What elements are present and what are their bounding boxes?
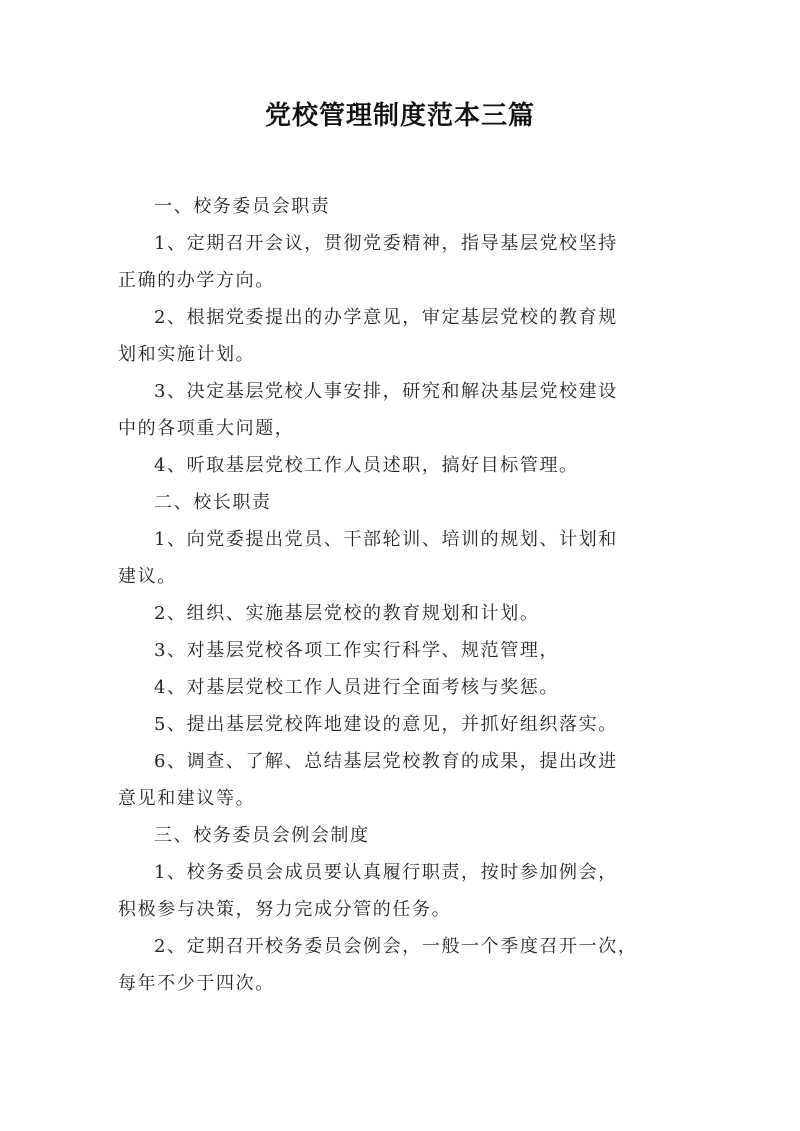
paragraph-line: 2、根据党委提出的办学意见，审定基层党校的教育规	[154, 307, 618, 328]
paragraph	[118, 632, 688, 669]
paragraph-line: 一、校务委员会职责	[154, 196, 331, 217]
paragraph	[118, 928, 688, 1002]
document-title: 党校管理制度范本三篇	[264, 101, 535, 131]
paragraph	[118, 669, 688, 706]
paragraph	[118, 484, 688, 521]
paragraph-line: 每年不少于四次。	[118, 973, 275, 994]
document-body	[118, 188, 688, 1002]
paragraph-line: 划和实施计划。	[118, 344, 256, 365]
paragraph-line: 4、听取基层党校工作人员述职，搞好目标管理。	[154, 455, 579, 476]
paragraph-line: 正确的办学方向。	[118, 270, 275, 291]
paragraph	[118, 225, 688, 299]
paragraph-line: 中的各项重大问题，	[118, 418, 295, 439]
paragraph-line: 3、对基层党校各项工作实行科学、规范管理，	[154, 640, 560, 661]
paragraph-line: 2、定期召开校务委员会例会，一般一个季度召开一次，	[154, 936, 638, 957]
paragraph	[118, 188, 688, 225]
paragraph-line: 二、校长职责	[154, 492, 272, 513]
paragraph	[118, 521, 688, 595]
paragraph-line: 5、提出基层党校阵地建设的意见，并抓好组织落实。	[154, 714, 618, 735]
paragraph-line: 3、决定基层党校人事安排，研究和解决基层党校建设	[154, 381, 618, 402]
paragraph-line: 1、向党委提出党员、干部轮训、培训的规划、计划和	[154, 529, 618, 550]
paragraph-line: 意见和建议等。	[118, 788, 256, 809]
paragraph-line: 建议。	[118, 566, 177, 587]
paragraph-line: 6、调查、了解、总结基层党校教育的成果，提出改进	[154, 751, 618, 772]
paragraph	[118, 373, 688, 447]
paragraph	[118, 743, 688, 817]
paragraph-line: 1、定期召开会议，贯彻党委精神，指导基层党校坚持	[154, 233, 618, 254]
paragraph	[118, 595, 688, 632]
paragraph-line: 4、对基层党校工作人员进行全面考核与奖惩。	[154, 677, 560, 698]
paragraph-line: 1、校务委员会成员要认真履行职责，按时参加例会，	[154, 862, 618, 883]
paragraph	[118, 854, 688, 928]
paragraph-line: 三、校务委员会例会制度	[154, 825, 370, 846]
paragraph-line: 积极参与决策，努力完成分管的任务。	[118, 899, 452, 920]
paragraph-line: 2、组织、实施基层党校的教育规划和计划。	[154, 603, 540, 624]
paragraph	[118, 817, 688, 854]
paragraph	[118, 447, 688, 484]
paragraph	[118, 706, 688, 743]
paragraph	[118, 299, 688, 373]
